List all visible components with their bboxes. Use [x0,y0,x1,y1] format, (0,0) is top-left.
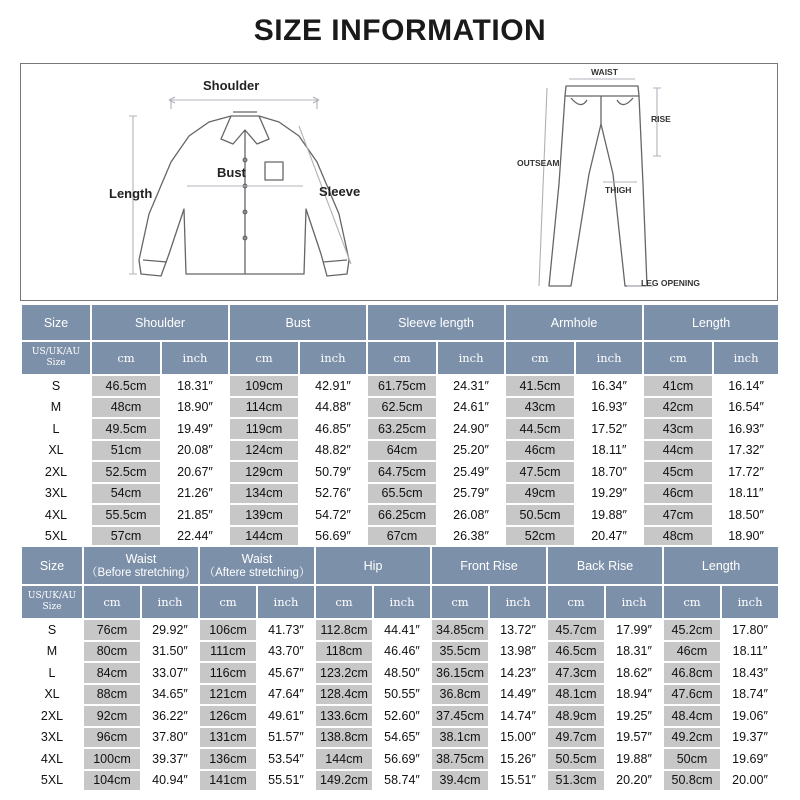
inch-value-cell: 14.74″ [489,705,547,727]
shirt-illustration [139,112,349,276]
cm-value-cell: 50.5cm [505,504,575,526]
size-column-header: Size [21,546,83,585]
column-header [315,546,431,585]
cm-value-cell: 36.8cm [431,684,489,706]
cm-value-cell: 46.8cm [663,662,721,684]
page-title: SIZE INFORMATION [253,14,547,47]
cm-value-cell: 34.85cm [431,619,489,641]
inch-value-cell: 19.49″ [161,418,229,440]
cm-value-cell: 64.75cm [367,461,437,483]
cm-value-cell: 138.8cm [315,727,373,749]
cm-value-cell: 57cm [91,526,161,548]
unit-cm-header: cm [367,341,437,375]
inch-value-cell: 56.69″ [373,748,431,770]
inch-value-cell: 56.69″ [299,526,367,548]
cm-value-cell: 131cm [199,727,257,749]
inch-value-cell: 55.51″ [257,770,315,792]
unit-cm-header: cm [83,585,141,619]
cm-value-cell: 92cm [83,705,141,727]
inch-value-cell: 42.91″ [299,375,367,397]
table-row [21,684,779,706]
cm-value-cell: 45.7cm [547,619,605,641]
cm-value-cell: 45cm [643,461,713,483]
unit-inch-header: inch [605,585,663,619]
table-row [21,397,779,419]
inch-value-cell: 46.85″ [299,418,367,440]
size-cell: S [21,619,83,641]
inch-value-cell: 25.49″ [437,461,505,483]
inch-value-cell: 19.57″ [605,727,663,749]
column-header [547,546,663,585]
inch-value-cell: 40.94″ [141,770,199,792]
unit-cm-header: cm [199,585,257,619]
inch-value-cell: 21.85″ [161,504,229,526]
cm-value-cell: 47.3cm [547,662,605,684]
size-cell: S [21,375,91,397]
size-cell: L [21,418,91,440]
unit-cm-header: cm [547,585,605,619]
cm-value-cell: 49.7cm [547,727,605,749]
cm-value-cell: 47.5cm [505,461,575,483]
inch-value-cell: 24.61″ [437,397,505,419]
size-cell: 4XL [21,748,83,770]
column-header: Length [643,304,779,341]
cm-value-cell: 46.5cm [547,641,605,663]
table-row [21,770,779,792]
inch-value-cell: 43.70″ [257,641,315,663]
inch-value-cell: 48.82″ [299,440,367,462]
unit-cm-header: cm [91,341,161,375]
unit-inch-header: inch [373,585,431,619]
unit-inch-header: inch [141,585,199,619]
cm-value-cell: 106cm [199,619,257,641]
column-header [199,546,315,585]
cm-value-cell: 76cm [83,619,141,641]
table-row [21,483,779,505]
cm-value-cell: 50cm [663,748,721,770]
rise-label: RISE [651,114,671,124]
column-header: Armhole [505,304,643,341]
inch-value-cell: 16.93″ [713,418,779,440]
inch-value-cell: 18.94″ [605,684,663,706]
cm-value-cell: 123.2cm [315,662,373,684]
inch-value-cell: 47.64″ [257,684,315,706]
inch-value-cell: 18.74″ [721,684,779,706]
unit-inch-header: inch [161,341,229,375]
inch-value-cell: 24.90″ [437,418,505,440]
cm-value-cell: 43cm [505,397,575,419]
size-cell: M [21,397,91,419]
cm-value-cell: 139cm [229,504,299,526]
table-row [21,375,779,397]
column-header: Shoulder [91,304,229,341]
unit-cm-header: cm [229,341,299,375]
inch-value-cell: 52.76″ [299,483,367,505]
inch-value-cell: 18.43″ [721,662,779,684]
cm-value-cell: 112.8cm [315,619,373,641]
size-column-header: Size [21,304,91,341]
garment-illustrations [21,64,779,302]
cm-value-cell: 35.5cm [431,641,489,663]
inch-value-cell: 34.65″ [141,684,199,706]
inch-value-cell: 17.80″ [721,619,779,641]
cm-value-cell: 124cm [229,440,299,462]
cm-value-cell: 88cm [83,684,141,706]
size-cell: 2XL [21,461,91,483]
inch-value-cell: 17.32″ [713,440,779,462]
cm-value-cell: 41.5cm [505,375,575,397]
inch-value-cell: 17.72″ [713,461,779,483]
shoulder-label: Shoulder [203,78,260,93]
cm-value-cell: 63.25cm [367,418,437,440]
inch-value-cell: 39.37″ [141,748,199,770]
cm-value-cell: 49.5cm [91,418,161,440]
inch-value-cell: 21.26″ [161,483,229,505]
inch-value-cell: 19.69″ [721,748,779,770]
size-cell: L [21,662,83,684]
cm-value-cell: 38.1cm [431,727,489,749]
cm-value-cell: 43cm [643,418,713,440]
cm-value-cell: 114cm [229,397,299,419]
unit-cm-header: cm [315,585,373,619]
cm-value-cell: 126cm [199,705,257,727]
unit-inch-header: inch [713,341,779,375]
inch-value-cell: 44.41″ [373,619,431,641]
inch-value-cell: 16.14″ [713,375,779,397]
inch-value-cell: 51.57″ [257,727,315,749]
cm-value-cell: 49cm [505,483,575,505]
inch-value-cell: 31.50″ [141,641,199,663]
table-row [21,619,779,641]
cm-value-cell: 48.4cm [663,705,721,727]
inch-value-cell: 22.44″ [161,526,229,548]
unit-cm-header: cm [643,341,713,375]
table-row [21,504,779,526]
inch-value-cell: 49.61″ [257,705,315,727]
cm-value-cell: 84cm [83,662,141,684]
size-cell: 4XL [21,504,91,526]
cm-value-cell: 48cm [91,397,161,419]
cm-value-cell: 149.2cm [315,770,373,792]
column-header-line1: Back Rise [576,558,634,573]
inch-value-cell: 20.67″ [161,461,229,483]
cm-value-cell: 54cm [91,483,161,505]
cm-value-cell: 141cm [199,770,257,792]
size-cell: XL [21,440,91,462]
inch-value-cell: 18.31″ [161,375,229,397]
inch-value-cell: 19.37″ [721,727,779,749]
inch-value-cell: 25.79″ [437,483,505,505]
length-label: Length [109,186,153,201]
unit-inch-header: inch [437,341,505,375]
outseam-label: OUTSEAM [517,158,560,168]
bust-label: Bust [217,165,246,180]
thigh-label: THIGH [605,185,632,195]
inch-value-cell: 33.07″ [141,662,199,684]
cm-value-cell: 144cm [229,526,299,548]
inch-value-cell: 52.60″ [373,705,431,727]
size-cell: 3XL [21,727,83,749]
size-cell: 5XL [21,526,91,548]
column-header-line1: Front Rise [460,558,518,573]
cm-value-cell: 118cm [315,641,373,663]
inch-value-cell: 14.23″ [489,662,547,684]
inch-value-cell: 19.29″ [575,483,643,505]
cm-value-cell: 52cm [505,526,575,548]
cm-value-cell: 66.25cm [367,504,437,526]
inch-value-cell: 20.47″ [575,526,643,548]
inch-value-cell: 54.65″ [373,727,431,749]
cm-value-cell: 64cm [367,440,437,462]
unit-cm-header: cm [431,585,489,619]
cm-value-cell: 49.2cm [663,727,721,749]
inch-value-cell: 24.31″ [437,375,505,397]
cm-value-cell: 42cm [643,397,713,419]
cm-value-cell: 65.5cm [367,483,437,505]
inch-value-cell: 15.26″ [489,748,547,770]
cm-value-cell: 111cm [199,641,257,663]
inch-value-cell: 19.88″ [605,748,663,770]
unit-inch-header: inch [257,585,315,619]
column-header-line2: （Before stretching） [86,566,196,579]
cm-value-cell: 48.1cm [547,684,605,706]
inch-value-cell: 16.93″ [575,397,643,419]
unit-inch-header: inch [721,585,779,619]
cm-value-cell: 44.5cm [505,418,575,440]
inch-value-cell: 20.20″ [605,770,663,792]
shirt-size-table [20,303,780,548]
cm-value-cell: 128.4cm [315,684,373,706]
cm-value-cell: 38.75cm [431,748,489,770]
measurement-diagrams [20,63,778,301]
cm-value-cell: 46cm [663,641,721,663]
cm-value-cell: 47cm [643,504,713,526]
size-cell: 5XL [21,770,83,792]
inch-value-cell: 18.50″ [713,504,779,526]
inch-value-cell: 26.38″ [437,526,505,548]
size-cell: 2XL [21,705,83,727]
inch-value-cell: 18.70″ [575,461,643,483]
inch-value-cell: 15.00″ [489,727,547,749]
inch-value-cell: 20.08″ [161,440,229,462]
pants-size-table [20,545,780,792]
size-cell: XL [21,684,83,706]
leg-opening-label: LEG OPENING [641,278,701,288]
cm-value-cell: 48cm [643,526,713,548]
unit-cm-header: cm [663,585,721,619]
cm-value-cell: 52.5cm [91,461,161,483]
unit-inch-header: inch [299,341,367,375]
cm-value-cell: 44cm [643,440,713,462]
cm-value-cell: 50.8cm [663,770,721,792]
inch-value-cell: 16.34″ [575,375,643,397]
table-row [21,440,779,462]
cm-value-cell: 46cm [643,483,713,505]
table-row [21,461,779,483]
inch-value-cell: 41.73″ [257,619,315,641]
cm-value-cell: 61.75cm [367,375,437,397]
inch-value-cell: 15.51″ [489,770,547,792]
inch-value-cell: 53.54″ [257,748,315,770]
inch-value-cell: 18.62″ [605,662,663,684]
inch-value-cell: 16.54″ [713,397,779,419]
sleeve-label: Sleeve [319,184,361,199]
cm-value-cell: 47.6cm [663,684,721,706]
table-row [21,526,779,548]
inch-value-cell: 37.80″ [141,727,199,749]
inch-value-cell: 36.22″ [141,705,199,727]
inch-value-cell: 29.92″ [141,619,199,641]
cm-value-cell: 37.45cm [431,705,489,727]
column-header-line1: Length [701,558,741,573]
cm-value-cell: 116cm [199,662,257,684]
column-header-line1: Waist [241,551,273,566]
cm-value-cell: 100cm [83,748,141,770]
cm-value-cell: 48.9cm [547,705,605,727]
unit-inch-header: inch [489,585,547,619]
inch-value-cell: 46.46″ [373,641,431,663]
cm-value-cell: 67cm [367,526,437,548]
inch-value-cell: 18.90″ [161,397,229,419]
cm-value-cell: 129cm [229,461,299,483]
inch-value-cell: 19.88″ [575,504,643,526]
table-row [21,641,779,663]
inch-value-cell: 19.06″ [721,705,779,727]
cm-value-cell: 109cm [229,375,299,397]
inch-value-cell: 48.50″ [373,662,431,684]
inch-value-cell: 18.11″ [575,440,643,462]
column-header [431,546,547,585]
cm-value-cell: 51cm [91,440,161,462]
table-row [21,727,779,749]
cm-value-cell: 36.15cm [431,662,489,684]
column-header-line2: （Aftere stretching） [203,566,311,579]
inch-value-cell: 58.74″ [373,770,431,792]
column-header [663,546,779,585]
cm-value-cell: 136cm [199,748,257,770]
size-cell: 3XL [21,483,91,505]
cm-value-cell: 46.5cm [91,375,161,397]
unit-inch-header: inch [575,341,643,375]
inch-value-cell: 45.67″ [257,662,315,684]
pants-illustration [549,86,647,286]
inch-value-cell: 13.72″ [489,619,547,641]
cm-value-cell: 119cm [229,418,299,440]
size-subheader: US/UK/AU Size [21,341,91,375]
table-row [21,662,779,684]
column-header [83,546,199,585]
shirt-measure-lines [129,97,351,274]
cm-value-cell: 41cm [643,375,713,397]
cm-value-cell: 62.5cm [367,397,437,419]
inch-value-cell: 18.11″ [713,483,779,505]
inch-value-cell: 54.72″ [299,504,367,526]
cm-value-cell: 134cm [229,483,299,505]
inch-value-cell: 25.20″ [437,440,505,462]
inch-value-cell: 17.52″ [575,418,643,440]
cm-value-cell: 133.6cm [315,705,373,727]
inch-value-cell: 14.49″ [489,684,547,706]
inch-value-cell: 18.31″ [605,641,663,663]
cm-value-cell: 144cm [315,748,373,770]
inch-value-cell: 20.00″ [721,770,779,792]
table-row [21,705,779,727]
cm-value-cell: 104cm [83,770,141,792]
cm-value-cell: 39.4cm [431,770,489,792]
column-header: Bust [229,304,367,341]
size-subheader: US/UK/AU Size [21,585,83,619]
inch-value-cell: 18.11″ [721,641,779,663]
inch-value-cell: 44.88″ [299,397,367,419]
inch-value-cell: 17.99″ [605,619,663,641]
column-header: Sleeve length [367,304,505,341]
cm-value-cell: 55.5cm [91,504,161,526]
cm-value-cell: 121cm [199,684,257,706]
inch-value-cell: 50.79″ [299,461,367,483]
inch-value-cell: 50.55″ [373,684,431,706]
cm-value-cell: 96cm [83,727,141,749]
cm-value-cell: 50.5cm [547,748,605,770]
inch-value-cell: 13.98″ [489,641,547,663]
cm-value-cell: 46cm [505,440,575,462]
cm-value-cell: 80cm [83,641,141,663]
size-cell: M [21,641,83,663]
cm-value-cell: 51.3cm [547,770,605,792]
column-header-line1: Hip [363,558,383,573]
column-header-line1: Waist [125,551,157,566]
table-row [21,418,779,440]
table-row [21,748,779,770]
unit-cm-header: cm [505,341,575,375]
cm-value-cell: 45.2cm [663,619,721,641]
inch-value-cell: 19.25″ [605,705,663,727]
inch-value-cell: 18.90″ [713,526,779,548]
waist-label: WAIST [591,67,618,77]
inch-value-cell: 26.08″ [437,504,505,526]
